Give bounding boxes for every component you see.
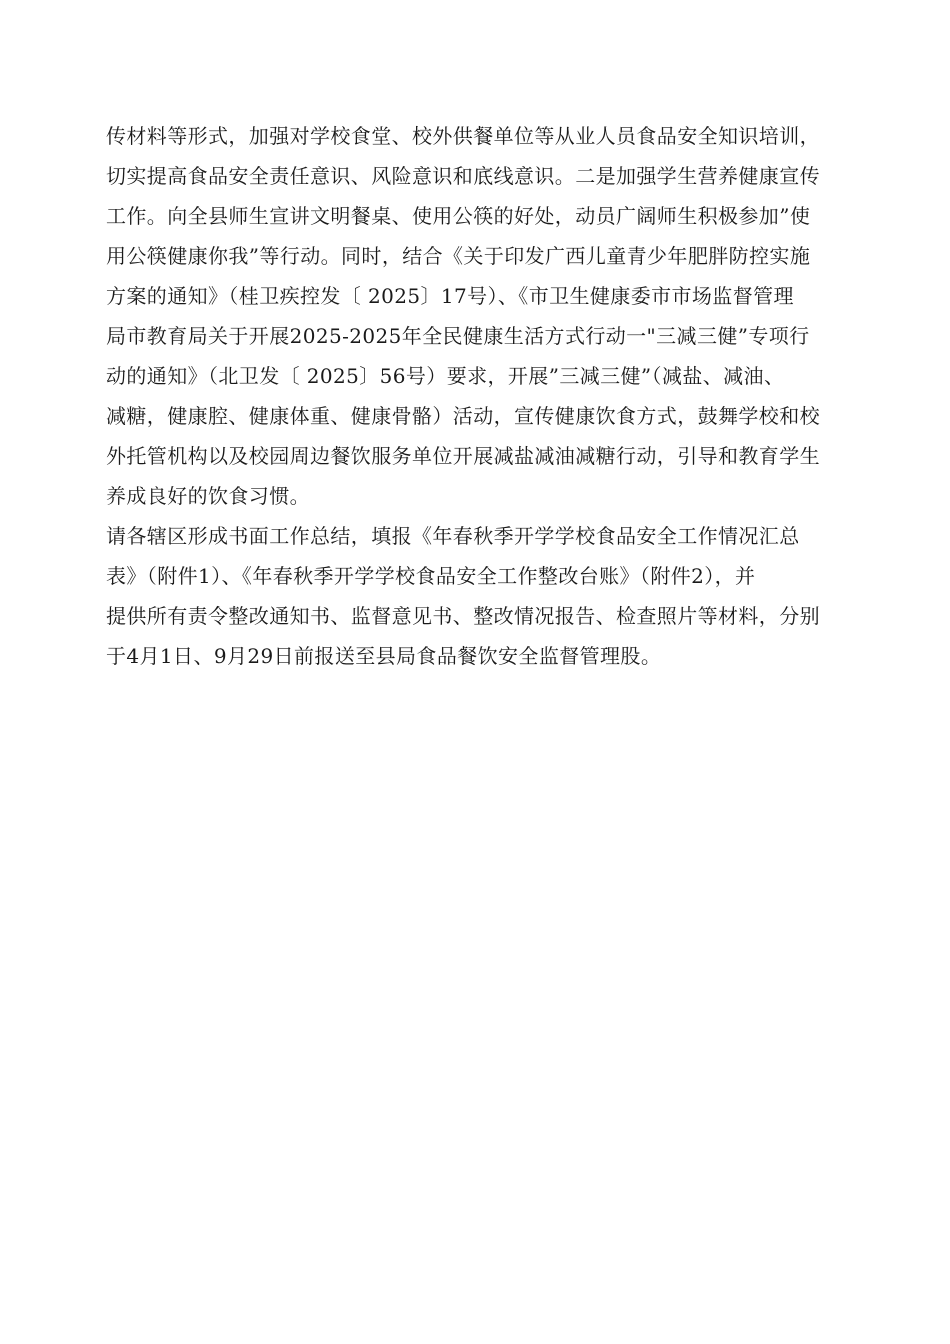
text-line: 方案的通知》（桂卫疾控发〔 2025〕17号）、《市卫生健康委市市场监督管理 <box>106 284 794 308</box>
text-line: 传材料等形式，加强对学校食堂、校外供餐单位等从业人员食品安全知识培训， <box>106 124 820 148</box>
text-line: 工作。向全县师生宣讲文明餐桌、使用公筷的好处，动员广阔师生积极参加”使 <box>106 204 811 228</box>
text-line: 用公筷健康你我”等行动。同时，结合《关于印发广西儿童青少年肥胖防控实施 <box>106 244 811 268</box>
text-line: 切实提高食品安全责任意识、风险意识和底线意识。二是加强学生营养健康宣传 <box>106 164 820 188</box>
text-line: 减糖，健康腔、健康体重、健康骨骼）活动，宣传健康饮食方式，鼓舞学校和校 <box>106 404 820 428</box>
text-line: 外托管机构以及校园周边餐饮服务单位开展减盐减油减糖行动，引导和教育学生 <box>106 444 820 468</box>
text-line: 动的通知》（北卫发〔 2025〕56号）要求，开展”三减三健”（减盐、减油、 <box>106 364 785 388</box>
text-line: 提供所有责令整改通知书、监督意见书、整改情况报告、检查照片等材料，分别 <box>106 604 820 628</box>
text-line: 于4月1日、9月29日前报送至县局食品餐饮安全监督管理股。 <box>106 644 662 668</box>
text-line: 养成良好的饮食习惯。 <box>106 484 310 508</box>
text-line: 局市教育局关于开展2025-2025年全民健康生活方式行动一"三减三健”专项行 <box>106 324 810 348</box>
text-line: 表》（附件1）、《年春秋季开学学校食品安全工作整改台账》（附件2），并 <box>106 564 756 588</box>
paragraph-1 <box>106 116 866 516</box>
paragraph-2 <box>106 516 866 676</box>
document-body <box>106 116 866 676</box>
text-line: 请各辖区形成书面工作总结，填报《年春秋季开学学校食品安全工作情况汇总 <box>106 524 800 548</box>
